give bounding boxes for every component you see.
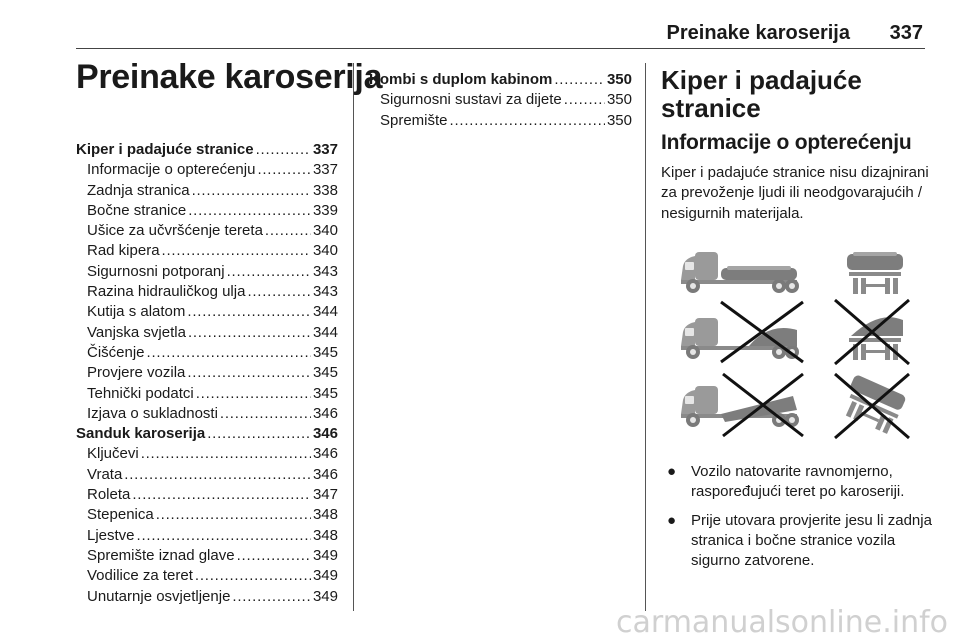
toc-left bbox=[76, 140, 338, 607]
toc-leader-dots bbox=[448, 111, 605, 131]
page-number: 337 bbox=[889, 22, 923, 44]
toc-entry[interactable] bbox=[76, 587, 338, 607]
toc-leader-dots bbox=[263, 221, 311, 241]
toc-entry-page: 348 bbox=[312, 506, 338, 524]
toc-entry-page: 338 bbox=[312, 181, 338, 199]
section-title: Kiper i padajuće stranice bbox=[661, 65, 862, 123]
section-subtitle: Informacije o opterećenju bbox=[661, 131, 912, 154]
toc-entry[interactable] bbox=[76, 444, 338, 464]
toc-entry-title: Sigurnosni potporanj bbox=[87, 262, 225, 280]
toc-leader-dots bbox=[194, 384, 311, 404]
toc-entry-page: 344 bbox=[312, 303, 338, 321]
toc-entry-page: 345 bbox=[312, 384, 338, 402]
toc-entry[interactable] bbox=[76, 485, 338, 505]
toc-entry-title: Vanjska svjetla bbox=[87, 323, 186, 341]
toc-leader-dots bbox=[130, 485, 311, 505]
toc-entry-title: Kiper i padajuće stranice bbox=[76, 141, 254, 158]
page-header-title: Preinake karoserija bbox=[666, 22, 850, 44]
toc-leader-dots bbox=[186, 323, 311, 343]
toc-entry-page: 347 bbox=[312, 486, 338, 504]
toc-leader-dots bbox=[135, 526, 311, 546]
toc-leader-dots bbox=[154, 505, 311, 525]
toc-entry-title: Ušice za učvršćenje tereta bbox=[87, 222, 263, 240]
toc-entry[interactable] bbox=[76, 546, 338, 566]
toc-leader-dots bbox=[185, 363, 311, 383]
toc-leader-dots bbox=[205, 424, 311, 444]
bullet-dot: ● bbox=[667, 463, 677, 480]
toc-leader-dots bbox=[193, 566, 311, 586]
toc-entry-page: 337 bbox=[312, 161, 338, 179]
toc-entry[interactable] bbox=[76, 343, 338, 363]
toc-entry-title: Spremište iznad glave bbox=[87, 546, 235, 564]
section-intro: Kiper i padajuće stranice nisu dizajnirani za prevoženje ljudi ili neodgovarajućih / nesigurnih materijala. bbox=[661, 164, 929, 222]
toc-entry-page: 349 bbox=[312, 546, 338, 564]
toc-entry-page: 343 bbox=[312, 262, 338, 280]
toc-entry-title: Informacije o opterećenju bbox=[87, 161, 256, 179]
toc-heading[interactable] bbox=[76, 424, 338, 444]
load-distribution-illustration bbox=[679, 244, 915, 444]
toc-entry-title: Bočne stranice bbox=[87, 201, 187, 219]
toc-leader-dots bbox=[186, 201, 311, 221]
bullet-item bbox=[661, 462, 936, 503]
toc-entry-page: 340 bbox=[312, 242, 338, 260]
toc-entry-page: 349 bbox=[312, 587, 338, 605]
toc-entry[interactable] bbox=[76, 526, 338, 546]
toc-entry-title: Spremište bbox=[380, 111, 448, 129]
toc-entry-title: Vodilice za teret bbox=[87, 567, 193, 585]
toc-leader-dots bbox=[122, 465, 311, 485]
bullet-list bbox=[661, 462, 936, 579]
toc-entry-title: Ključevi bbox=[87, 445, 139, 463]
toc-entry-title: Tehnički podatci bbox=[87, 384, 194, 402]
toc-entry[interactable] bbox=[76, 282, 338, 302]
toc-entry-title: Roleta bbox=[87, 486, 131, 504]
toc-leader-dots bbox=[255, 160, 311, 180]
toc-entry[interactable] bbox=[76, 181, 338, 201]
toc-entry[interactable] bbox=[369, 111, 632, 131]
toc-entry[interactable] bbox=[76, 302, 338, 322]
toc-leader-dots bbox=[254, 140, 311, 160]
toc-entry-title: Ljestve bbox=[87, 526, 135, 544]
toc-entry[interactable] bbox=[76, 323, 338, 343]
toc-leader-dots bbox=[225, 262, 311, 282]
toc-entry-title: Zadnja stranica bbox=[87, 181, 190, 199]
toc-entry-page: 346 bbox=[312, 404, 338, 422]
bullet-dot: ● bbox=[667, 511, 677, 529]
bullet-item bbox=[661, 511, 936, 572]
toc-entry-title: Sigurnosni sustavi za dijete bbox=[380, 91, 562, 109]
toc-leader-dots bbox=[160, 241, 311, 261]
toc-leader-dots bbox=[218, 404, 311, 424]
toc-leader-dots bbox=[185, 302, 311, 322]
toc-entry-page: 349 bbox=[312, 567, 338, 585]
bullet-text: Prije utovara provjerite jesu li zadnja stranica i bočne stranice vozila sigurno zatvorene. bbox=[691, 511, 932, 570]
toc-entry[interactable] bbox=[76, 363, 338, 383]
toc-entry-page: 339 bbox=[312, 201, 338, 219]
toc-leader-dots bbox=[562, 90, 605, 110]
toc-entry[interactable] bbox=[76, 262, 338, 282]
toc-leader-dots bbox=[139, 444, 311, 464]
toc-entry[interactable] bbox=[76, 201, 338, 221]
toc-leader-dots bbox=[235, 546, 311, 566]
column-divider-2 bbox=[645, 63, 646, 611]
chapter-title: Preinake karoserija bbox=[76, 58, 383, 96]
toc-entry-page: 343 bbox=[312, 283, 338, 301]
toc-entry[interactable] bbox=[76, 404, 338, 424]
toc-leader-dots bbox=[230, 587, 311, 607]
toc-entry-page: 346 bbox=[312, 445, 338, 463]
toc-entry-page: 344 bbox=[312, 323, 338, 341]
toc-entry-title: Unutarnje osvjetljenje bbox=[87, 587, 231, 605]
toc-entry-page: 345 bbox=[312, 343, 338, 361]
header-rule bbox=[76, 48, 925, 49]
toc-entry[interactable] bbox=[76, 566, 338, 586]
toc-entry[interactable] bbox=[76, 241, 338, 261]
toc-entry-title: Stepenica bbox=[87, 506, 154, 524]
toc-entry-page: 345 bbox=[312, 364, 338, 382]
toc-entry-page: 346 bbox=[312, 425, 338, 443]
toc-entry-page: 337 bbox=[312, 141, 338, 158]
toc-entry[interactable] bbox=[76, 160, 338, 180]
toc-heading[interactable] bbox=[369, 70, 632, 90]
toc-entry-page: 340 bbox=[312, 222, 338, 240]
toc-leader-dots bbox=[145, 343, 311, 363]
toc-entry-page: 346 bbox=[312, 465, 338, 483]
watermark: carmanualsonline.info bbox=[616, 605, 948, 640]
toc-entry-title: Vrata bbox=[87, 465, 123, 483]
column-divider-1 bbox=[353, 63, 354, 611]
toc-leader-dots bbox=[245, 282, 311, 302]
toc-heading[interactable] bbox=[76, 140, 338, 160]
toc-entry-page: 350 bbox=[606, 91, 632, 109]
toc-right bbox=[369, 70, 632, 131]
toc-entry-title: Rad kipera bbox=[87, 242, 160, 260]
toc-leader-dots bbox=[190, 181, 311, 201]
toc-entry[interactable] bbox=[76, 465, 338, 485]
toc-entry[interactable] bbox=[369, 90, 632, 110]
toc-entry-title: Čišćenje bbox=[87, 343, 145, 361]
toc-entry-title: Razina hidrauličkog ulja bbox=[87, 283, 246, 301]
toc-entry-title: Kutija s alatom bbox=[87, 303, 186, 321]
toc-entry-page: 348 bbox=[312, 526, 338, 544]
toc-entry[interactable] bbox=[76, 384, 338, 404]
toc-entry-title: Kombi s duplom kabinom bbox=[369, 71, 553, 88]
toc-entry-page: 350 bbox=[606, 71, 632, 88]
toc-entry[interactable] bbox=[76, 221, 338, 241]
toc-entry-title: Izjava o sukladnosti bbox=[87, 404, 218, 422]
toc-entry[interactable] bbox=[76, 505, 338, 525]
toc-entry-page: 350 bbox=[606, 111, 632, 129]
bullet-text: Vozilo natovarite ravnomjerno, raspoređujući teret po karoseriji. bbox=[691, 463, 905, 501]
toc-leader-dots bbox=[552, 70, 605, 90]
toc-entry-title: Provjere vozila bbox=[87, 364, 186, 382]
toc-entry-title: Sanduk karoserija bbox=[76, 425, 206, 443]
